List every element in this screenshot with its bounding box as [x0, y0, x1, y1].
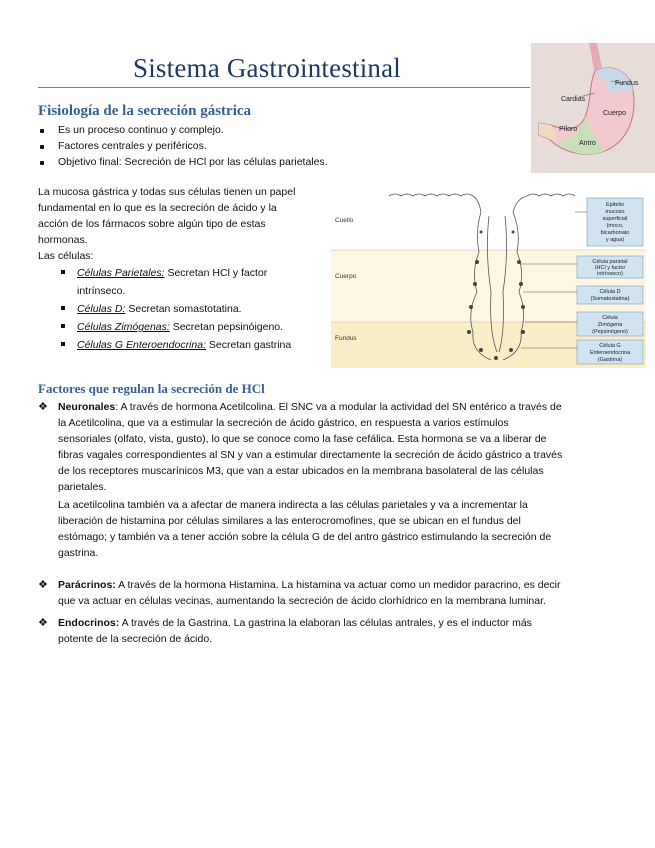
- square-bullet: [61, 270, 65, 274]
- box-celula-d-line: Célula D: [599, 289, 621, 295]
- square-bullet: [61, 306, 65, 310]
- stomach-illustration: [531, 43, 655, 173]
- mucosa-paragraph: [38, 184, 295, 264]
- paragraph-line: hormonas.: [38, 234, 88, 246]
- factor-line: de los receptores muscarínicos M3, que van a estar ubicados en la membrana basolateral de las células: [58, 465, 544, 477]
- gland-illustration: [331, 192, 646, 368]
- cell-item-parietales-cont: intrínseco.: [77, 285, 126, 297]
- section-heading-fisiologia: Fisiología de la secreción gástrica: [38, 103, 252, 119]
- zone-label-fundus: Fundus: [335, 335, 357, 342]
- box-parietal-line: Célula parietal: [592, 259, 628, 265]
- box-epitelio-line: superficial: [602, 216, 628, 222]
- paragraph-line: La mucosa gástrica y todas sus células tienen un papel: [38, 186, 296, 198]
- zone-label-cuello: Cuello: [335, 217, 354, 224]
- factor-line: gastrina.: [58, 547, 99, 559]
- diamond-bullet-icon: ❖: [38, 401, 48, 413]
- factor-label: Neuronales: [58, 401, 116, 413]
- cells-label: Las células:: [38, 250, 94, 262]
- bullet-item: Es un proceso continuo y complejo.: [58, 124, 224, 136]
- label-antro: Antro: [579, 140, 596, 147]
- factor-line: estómago; y también va a tener acción sobre la célula G de del antro gástrico estimulando la secreción de: [58, 531, 552, 543]
- zone-label-cuerpo: Cuerpo: [335, 273, 357, 280]
- section-heading-factores: Factores que regulan la secreción de HCl: [38, 381, 265, 396]
- box-zimogena-line: Zimógena: [597, 322, 623, 328]
- gastric-gland-figure: [331, 192, 646, 368]
- factor-label: Parácrinos:: [58, 579, 116, 591]
- factor-line: la Acetilcolina, que va a estimular la secreción de ácido gástrico, en respuesta a varios estímulos: [58, 417, 509, 429]
- factor-paracrinos: Parácrinos: A través de la hormona Histamina. La histamina va actuar como un medidor paracrino, es decir que va actuar en células vecinas, aumentando la secreción de ácido clorhídrico en la membrana luminar.: [58, 579, 561, 607]
- factor-line: parietales.: [58, 481, 107, 493]
- box-epitelio-line: bicarbonato: [600, 230, 630, 236]
- box-celula-g-line: Célula G: [599, 343, 621, 349]
- label-cuerpo: Cuerpo: [603, 110, 626, 117]
- box-parietal-line: (HCl y factor: [594, 265, 626, 271]
- label-cardias: Cardias: [561, 96, 586, 103]
- cell-item-zimogenas: Células Zimógenas: Secretan pepsinóigeno.: [77, 321, 284, 333]
- factor-line: La acetilcolina también va a afectar de manera indirecta a las células parietales y va a incrementar la: [58, 499, 528, 511]
- factor-line: liberación de histamina por células similares a las enterocromofines, que se ubican en el fundus del: [58, 515, 521, 527]
- box-zimogena-line: (Pepsinógeno): [592, 329, 628, 335]
- label-piloro: Píloro: [559, 126, 578, 133]
- factor-line: sensoriales (olfato, vista, gusto), lo que se conoce como la fase cefálica. Esta hormona se va a liberar de: [58, 433, 547, 445]
- label-fundus: Fundus: [615, 80, 639, 87]
- paragraph-line: acción de los fármacos sobre algún tipo de estas: [38, 218, 266, 230]
- stomach-figure: [531, 43, 655, 173]
- box-celula-g-line: (Gastrina): [597, 357, 623, 363]
- cell-item-g: Células G Enteroendocrina: Secretan gastrina: [77, 339, 292, 351]
- bullet-dot: [40, 129, 44, 133]
- box-celula-d-line: (Somatostatina): [590, 296, 630, 302]
- box-zimogena-line: Célula: [602, 315, 618, 321]
- box-epitelio-line: (moco,: [606, 223, 624, 229]
- box-epitelio-line: y agua): [605, 237, 625, 243]
- square-bullet: [61, 342, 65, 346]
- bullet-dot: [40, 161, 44, 165]
- square-bullet: [61, 324, 65, 328]
- factor-label: Endocrinos:: [58, 617, 120, 629]
- title-rule: [38, 87, 530, 88]
- factor-line: fibras vagales correspondientes al SN y van a estimular directamente la secreción de ácido gástrico a través: [58, 449, 563, 461]
- bullet-item: Objetivo final: Secreción de HCl por las células parietales.: [58, 156, 328, 168]
- factor-endocrinos: Endocrinos: A través de la Gastrina. La gastrina la elaboran las células antrales, y es el inductor más potente de la secreción de ácido.: [58, 617, 532, 645]
- box-celula-g-line: Enteroendocrina: [589, 350, 631, 356]
- box-epitelio-line: mucoso: [605, 209, 625, 215]
- bullet-item: Factores centrales y periféricos.: [58, 140, 207, 152]
- cell-item-d: Células D: Secretan somastotatina.: [77, 303, 242, 315]
- factor-line: potente de la secreción de ácido.: [58, 633, 213, 645]
- box-epitelio-line: Epitelio: [605, 202, 625, 208]
- cell-item-parietales: Células Parietales: Secretan HCl y factor: [77, 267, 268, 279]
- paragraph-line: fundamental en lo que es la secreción de ácido y la: [38, 202, 277, 214]
- page-title: Sistema Gastrointestinal: [133, 53, 402, 83]
- factor-line: que va actuar en células vecinas, aumentando la secreción de ácido clorhídrico en la membrana luminar.: [58, 595, 546, 607]
- box-parietal-line: intrínseco): [597, 271, 623, 277]
- diamond-bullet-icon: ❖: [38, 617, 48, 629]
- bullet-dot: [40, 145, 44, 149]
- factor-neuronales: Neuronales: A través de hormona Acetilcolina. El SNC va a modular la actividad del SN entérico a través de la Acetilcolina, que va a estimular la secreción de ácido gástrico, en respuesta a varios estímulos sensoriales (olfato, vista, gusto), lo que se conoce como la fase cefálica. Esta hormona se va a liberar de fibras vagales correspondientes al SN y van a estimular directamente la secreción de ácido gástrico a través de los receptores muscarínicos M3, que van a estar ubicados en la membrana basolateral de las células parietales. La acetilcolina también va a afectar de manera indirecta a las células parietales y va a incrementar la liberación de histamina por células similares a las enterocromofines, que se ubican en el fundus del estómago; y también va a tener acción sobre la célula G de del antro gástrico estimulando la secreción de gastrina.: [58, 401, 563, 559]
- diamond-bullet-icon: ❖: [38, 579, 48, 591]
